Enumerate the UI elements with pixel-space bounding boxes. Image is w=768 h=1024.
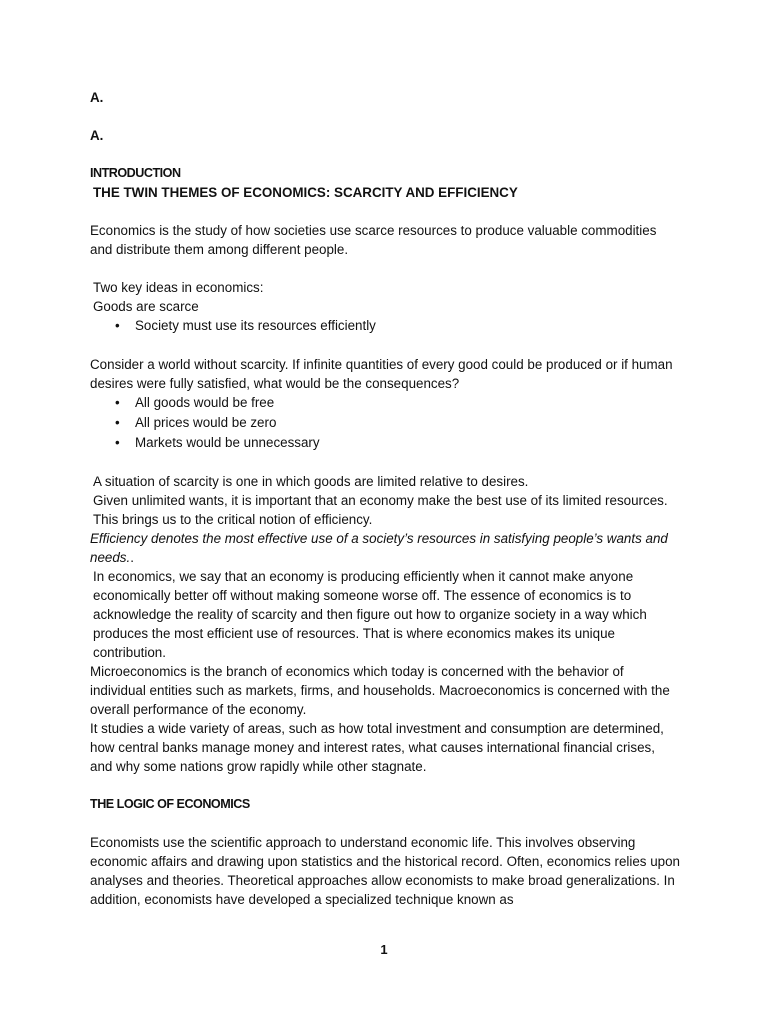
- paragraph-studies: It studies a wide variety of areas, such as how total investment and consumption are determined, how central banks manage money and interest rates, what causes international financial crises, and why some nations grow rapidly while other stagnate.: [90, 721, 664, 774]
- paragraph-producing-efficiently: In economics, we say that an economy is producing efficiently when it cannot make anyone economically better off without making someone worse off. The essence of economics is to acknowledge the reality of scarcity and then figure out how to organize society in a way which produces the most efficient use of resources. That is where economics makes its unique contribution.: [93, 569, 647, 660]
- consequences-list: [90, 393, 680, 453]
- paragraph-efficiency-definition: [90, 529, 680, 567]
- heading-a-first: A.: [90, 90, 104, 105]
- bullet-icon: •: [115, 435, 120, 450]
- list-item-text: Society must use its resources efficiently: [135, 318, 376, 333]
- list-item-text: Markets would be unnecessary: [135, 435, 320, 450]
- list-item: [90, 393, 680, 413]
- section-title-introduction: INTRODUCTION: [90, 166, 181, 180]
- key-ideas-list: [90, 316, 680, 336]
- paragraph-scarcity: A situation of scarcity is one in which goods are limited relative to desires.: [93, 474, 529, 489]
- bullet-icon: •: [115, 318, 120, 333]
- list-item: [90, 316, 680, 336]
- list-item: [90, 433, 680, 453]
- bullet-icon: •: [115, 395, 120, 410]
- paragraph-scientific-approach: Economists use the scientific approach to understand economic life. This involves observing economic affairs and drawing upon statistics and the historical record. Often, economics relies upon analyses and theories. Theoretical approaches allow economists to make broad generalizations. In addition, economists have developed a specialized technique known as: [90, 835, 680, 907]
- page-number: 1: [380, 942, 388, 957]
- bullet-icon: •: [115, 415, 120, 430]
- key-ideas-label: Two key ideas in economics:: [93, 280, 264, 295]
- key-idea-goods-scarce: Goods are scarce: [93, 299, 199, 314]
- efficiency-definition-period: .: [130, 550, 134, 565]
- paragraph-micro-macro: Microeconomics is the branch of economics which today is concerned with the behavior of individual entities such as markets, firms, and households. Macroeconomics is concerned with the overall performance of the economy.: [90, 664, 670, 717]
- list-item: [90, 413, 680, 433]
- paragraph-no-scarcity: Consider a world without scarcity. If infinite quantities of every good could be produced or if human desires were fully satisfied, what would be the consequences?: [90, 357, 673, 391]
- section-subtitle-twin-themes: THE TWIN THEMES OF ECONOMICS: SCARCITY AND EFFICIENCY: [93, 185, 518, 200]
- list-item-text: All goods would be free: [135, 395, 275, 410]
- efficiency-definition-text: Efficiency denotes the most effective use of a society’s resources in satisfying people’s wants and needs.: [90, 531, 668, 565]
- paragraph-unlimited-wants: Given unlimited wants, it is important that an economy make the best use of its limited resources. This brings us to the critical notion of efficiency.: [93, 493, 668, 527]
- page-content: [90, 88, 680, 909]
- paragraph-definition: Economics is the study of how societies use scarce resources to produce valuable commodities and distribute them among different people.: [90, 223, 657, 257]
- section-title-logic: THE LOGIC OF ECONOMICS: [90, 797, 250, 811]
- list-item-text: All prices would be zero: [135, 415, 277, 430]
- heading-a-second: A.: [90, 128, 104, 143]
